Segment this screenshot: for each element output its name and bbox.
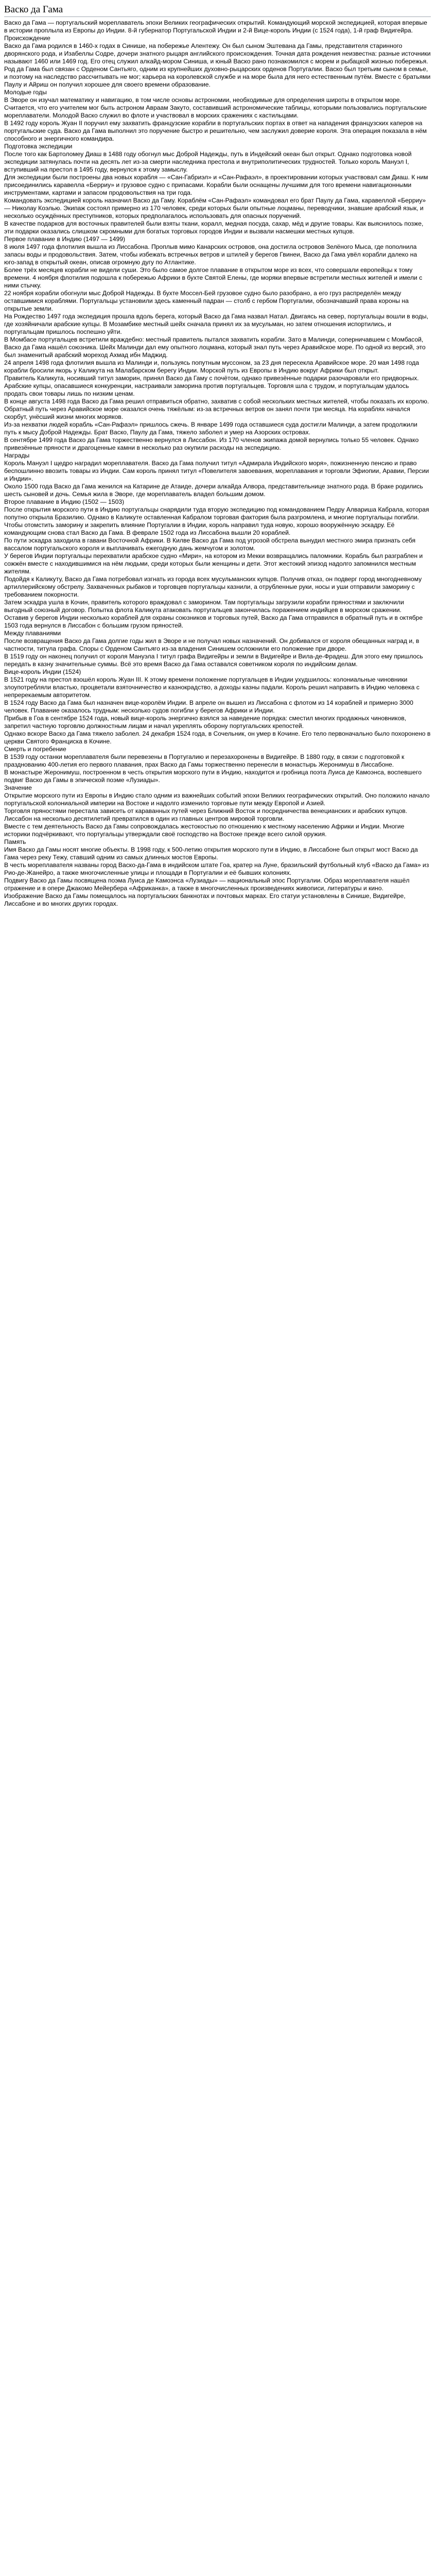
youth-paragraph-1: В Эворе он изучал математику и навигацию, в том числе основы астрономии, необходимые для определения широты в открытом море. Считается, что его учителем мог быть астроном Авраам Закуто, составивший астрономические таблицы, которыми пользовались португальские мореплаватели. Молодой Васко служил во флоте и участвовал в морских сражениях с кастильцами.	[4, 96, 427, 119]
memory-paragraph-2: В честь мореплавателя названы город Васко-да-Гама в индийском штате Гоа, кратер на Луне, бразильский футбольный клуб «Васко да Гама» из Рио-де-Жанейро, а также многочисленные улицы и площади в Португалии и её бывших колониях.	[4, 861, 429, 876]
second-voyage-paragraph-1: После открытия морского пути в Индию португальцы снарядили туда вторую экспедицию под командованием Педру Алвариша Кабрала, которая попутно открыла Бразилию. Однако в Каликуте оставленная Кабралом торговая фактория была разгромлена, и многие португальцы погибли.	[4, 506, 429, 521]
memory-paragraph-1: Имя Васко да Гамы носят многие объекты. В 1998 году, к 500-летию открытия морского пути в Индию, в Лиссабоне был открыт мост Васко да Гама через реку Тежу, ставший одним из самых длинных мостов Европы.	[4, 846, 418, 861]
burial-paragraph-1: В 1539 году останки мореплавателя были перевезены в Португалию и перезахоронены в Видигейре. В 1880 году, в связи с подготовкой к празднованию 400-летия его первого плавания, прах Васко да Гамы торжественно перенесли в монастырь Жеронимуш в Лиссабоне.	[4, 753, 405, 768]
section-heading: Смерть и погребение	[4, 745, 66, 753]
between-paragraph-2: В 1519 году он наконец получил от короля Мануэла I титул графа Видигейры и земли в Видигейре и Вила-де-Фрадеш. Для этого ему пришлось передать в казну значительные суммы. Всё это время Васко да Гама оставался советником короля по индийским делам.	[4, 653, 423, 668]
section-heading: Молодые годы	[4, 89, 47, 96]
section-heading: Подготовка экспедиции	[4, 143, 73, 150]
section-heading: Награды	[4, 452, 30, 459]
prep-paragraph-3: Командовать экспедицией король назначил Васко да Гаму. Кораблём «Сан-Рафаэл» командовал его брат Паулу да Гама, каравеллой «Берриу» — Николау Коэлью. Экипаж состоял примерно из 170 человек, среди которых были опытные лоцманы, переводчики, знавшие арабский язык, и несколько осуждённых преступников, которых предполагалось использовать для опасных поручений.	[4, 197, 426, 219]
youth-paragraph-2: В 1492 году король Жуан II поручил ему захватить французские корабли в португальских портах в ответ на нападения французских каперов на португальские суда. Васко да Гама выполнил это поручение быстро и решительно, чем заслужил доверие короля. Эта операция показала в нём способного и энергичного командира.	[4, 120, 427, 142]
section-heading: Второе плавание в Индию (1502 — 1503)	[4, 498, 125, 505]
origin-paragraph-2: Род да Гама был связан с Орденом Сантьяго, одним из крупнейших духовно-рыцарских орденов Португалии. Васко был третьим сыном в семье, и поэтому на наследство рассчитывать не мог; карьера на королевской службе и на море была для него естественным путём. Вместе с братьями Паулу и Айриш он получил хорошее для своего времени образование.	[4, 65, 431, 88]
section-heading: Между плаваниями	[4, 630, 61, 637]
section-heading: Первое плавание в Индию (1497 — 1499)	[4, 235, 126, 243]
intro-paragraph-1: Васко да Гама — португальский мореплаватель эпохи Великих географических открытий. Командующий морской экспедицией, которая впервые в истории проплыла из Европы до Индии. 8-й губернатор Португальской Индии и 2-й Вице-король Индии (с 1524 года), 1-й граф Видигейра.	[4, 19, 427, 34]
first-voyage-paragraph-2: Более трёх месяцев корабли не видели суши. Это было самое долгое плавание в открытом море из всех, что совершали европейцы к тому времени. 4 ноября флотилия подошла к побережью Африки в бухте Святой Елены, где моряки впервые встретили местных жителей и имели с ними стычку.	[4, 266, 423, 289]
first-voyage-paragraph-1: 8 июля 1497 года флотилия вышла из Лиссабона. Проплыв мимо Канарских островов, она достигла островов Зелёного Мыса, где пополнила запасы воды и продовольствия. Затем, чтобы избежать встречных ветров и штилей у берегов Гвинеи, Васко да Гама увёл корабли далеко на юго-запад в открытый океан, описав огромную дугу по Атлантике.	[4, 243, 417, 266]
burial-paragraph-2: В монастыре Жеронимуш, построенном в честь открытия морского пути в Индию, находится и гробница поэта Луиса де Камоэнса, воспевшего подвиг Васко да Гамы в эпической поэме «Лузиады».	[4, 769, 422, 784]
honours-paragraph-2: Около 1500 года Васко да Гама женился на Катарине де Атаиде, дочери алкайда Алвора, представительнице знатного рода. В браке родились шесть сыновей и дочь. Семья жила в Эворе, где мореплаватель владел большим домом.	[4, 483, 423, 498]
prep-paragraph-2: Для экспедиции были построены два новых корабля — «Сан-Габриэл» и «Сан-Рафаэл», в проектировании которых участвовал сам Диаш. К ним присоединились каравелла «Берриу» и грузовое судно с припасами. Корабли были оснащены лучшими для того времени навигационными инструментами, картами и запасом продовольствия на три года.	[4, 174, 428, 196]
first-voyage-paragraph-6: 24 апреля 1498 года флотилия вышла из Малинди и, пользуясь попутным муссоном, за 23 дня пересекла Аравийское море. 20 мая 1498 года корабли бросили якорь у Каликута на Малабарском берегу Индии. Морской путь из Европы в Индию вокруг Африки был открыт.	[4, 359, 419, 374]
second-voyage-paragraph-4: У берегов Индии португальцы перехватили арабское судно «Мири», на котором из Мекки возвращались паломники. Корабль был разграблен и сожжён вместе с находившимися на нём людьми, среди которых были женщины и дети. Этот жестокий эпизод надолго запомнился местным жителям.	[4, 552, 423, 575]
legacy-paragraph-2: Торговля пряностями перестала зависеть от караванных путей через Ближний Восток и посредничества венецианских и арабских купцов. Лиссабон на несколько десятилетий превратился в один из главных центров мировой торговли.	[4, 807, 408, 822]
second-voyage-paragraph-2: Чтобы отомстить заморину и закрепить влияние Португалии в Индии, король направил туда новую, хорошо вооружённую эскадру. Её командующим снова стал Васко да Гама. В феврале 1502 года из Лиссабона вышли 20 кораблей.	[4, 521, 395, 536]
first-voyage-paragraph-3: 22 ноября корабли обогнули мыс Доброй Надежды. В бухте Моссел-Бей грузовое судно было разобрано, а его груз распределён между оставшимися кораблями. Португальцы установили здесь каменный падран — столб с гербом Португалии, обозначавший права короны на открытые земли.	[4, 290, 409, 312]
legacy-paragraph-1: Открытие морского пути из Европы в Индию стало одним из важнейших событий эпохи Великих географических открытий. Оно положило начало португальской колониальной империи на Востоке и надолго изменило торговые пути между Европой и Азией.	[4, 792, 430, 807]
second-voyage-paragraph-3: По пути эскадра заходила в гавани Восточной Африки. В Килве Васко да Гама под угрозой обстрела вынудил местного эмира признать себя вассалом португальского короля и выплачивать ежегодную дань жемчугом и золотом.	[4, 537, 416, 552]
second-voyage-paragraph-6: Затем эскадра ушла в Кочин, правитель которого враждовал с заморином. Там португальцы загрузили корабли пряностями и заключили выгодный союзный договор. Попытка флота Каликута атаковать португальцев закончилась поражением индийцев в морском сражении.	[4, 599, 404, 614]
legacy-paragraph-3: Вместе с тем деятельность Васко да Гамы сопровождалась жестокостью по отношению к местному населению Африки и Индии. Многие историки подчёркивают, что португальцы утверждали своё господство на Востоке прежде всего силой оружия.	[4, 823, 405, 838]
viceroy-paragraph-1: В 1521 году на престол взошёл король Жуан III. К этому времени положение португальцев в Индии ухудшилось: колониальные чиновники злоупотребляли властью, процветали взяточничество и казнокрадство, а доходы казны падали. Король решил направить в Индию человека с непререкаемым авторитетом.	[4, 676, 420, 699]
memory-paragraph-3: Подвигу Васко да Гамы посвящена поэма Луиса де Камоэнса «Лузиады» — национальный эпос Португалии. Образ мореплавателя нашёл отражение и в опере Джакомо Мейербера «Африканка», а также в многочисленных произведениях живописи, литературы и кино.	[4, 877, 410, 892]
section-heading: Вице-король Индии (1524)	[4, 668, 81, 675]
first-voyage-paragraph-7: Правитель Каликута, носивший титул заморин, принял Васко да Гаму с почётом, однако привезённые подарки разочаровали его придворных. Арабские купцы, опасавшиеся конкуренции, настраивали заморина против португальцев. Торговля шла с трудом, и португальцам удалось продать свои товары лишь по низким ценам.	[4, 375, 419, 397]
second-voyage-paragraph-5: Подойдя к Каликуту, Васко да Гама потребовал изгнать из города всех мусульманских купцов. Получив отказ, он подверг город многодневному артиллерийскому обстрелу. Захваченных рыбаков и торговцев португальцы казнили, а отрубленные руки, носы и уши отправили заморину с требованием покорности.	[4, 575, 422, 598]
first-voyage-paragraph-4: На Рождество 1497 года экспедиция прошла вдоль берега, который Васко да Гама назвал Натал. Двигаясь на север, португальцы вошли в воды, где хозяйничали арабские купцы. В Мозамбике местный шейх сначала принял их за мусульман, но затем отношения испортились, и португальцам пришлось поспешно уйти.	[4, 313, 429, 335]
viceroy-paragraph-4: Однако вскоре Васко да Гама тяжело заболел. 24 декабря 1524 года, в Сочельник, он умер в Кочине. Его тело первоначально было похоронено в церкви Святого Франциска в Кочине.	[4, 730, 431, 745]
first-voyage-paragraph-8: В конце августа 1498 года Васко да Гама решил отправиться обратно, захватив с собой нескольких местных жителей, чтобы показать их королю. Обратный путь через Аравийское море оказался очень тяжёлым: из-за встречных ветров он занял почти три месяца. На кораблях начался скорбут, унёсший жизни многих моряков.	[4, 398, 429, 420]
prep-paragraph-1: После того как Бартоломеу Диаш в 1488 году обогнул мыс Доброй Надежды, путь в Индейский океан был открыт. Однако подготовка новой экспедиции затянулась почти на десять лет из-за смерти наследника престола и внутриполитических трудностей. Только король Мануэл I, вступивший на престол в 1495 году, вернулся к этому замыслу.	[4, 150, 412, 173]
viceroy-paragraph-2: В 1524 году Васко да Гама был назначен вице-королём Индии. В апреле он вышел из Лиссабона с флотом из 14 кораблей и примерно 3000 человек. Плавание оказалось трудным: несколько судов погибли у берегов Африки и Индии.	[4, 699, 413, 714]
memory-paragraph-4: Изображение Васко да Гамы помещалось на португальских банкнотах и почтовых марках. Его статуи установлены в Синише, Видигейре, Лиссабоне и во многих других городах.	[4, 892, 406, 907]
section-heading: Происхождение	[4, 35, 50, 42]
second-voyage-paragraph-7: Оставив у берегов Индии несколько кораблей для охраны союзников и торговых путей, Васко да Гама отправился в обратный путь и в октябре 1503 года вернулся в Лиссабон с большим грузом пряностей.	[4, 614, 423, 629]
first-voyage-paragraph-9: Из-за нехватки людей корабль «Сан-Рафаэл» пришлось сжечь. В январе 1499 года оставшиеся суда достигли Малинди, а затем продолжили путь к мысу Доброй Надежды. Брат Васко, Паулу да Гама, тяжело заболел и умер на Азорских островах.	[4, 421, 417, 436]
first-voyage-paragraph-5: В Момбасе португальцев встретили враждебно: местный правитель пытался захватить корабли. Зато в Малинди, соперничавшем с Момбасой, Васко да Гама нашёл союзника. Шейх Малинди дал ему опытного лоцмана, который знал путь через Аравийское море. По одной из версий, это был знаменитый арабский мореход Ахмад ибн Маджид.	[4, 336, 426, 359]
viceroy-paragraph-3: Прибыв в Гоа в сентябре 1524 года, новый вице-король энергично взялся за наведение порядка: сместил многих продажных чиновников, запретил частную торговлю должностным лицам и начал укреплять оборону португальских крепостей.	[4, 715, 407, 730]
section-heading: Значение	[4, 784, 32, 791]
page-title: Васко да Гама	[4, 4, 431, 17]
origin-paragraph-1: Васко да Гама родился в 1460-х годах в Синише, на побережье Алентежу. Он был сыном Эштевана да Гамы, представителя старинного дворянского рода, и Изабеллы Содре, дочери знатного рыцаря английского происхождения. Точная дата рождения неизвестна: разные источники называют 1460 или 1469 год. Его отец служил алкайд-мором Синиша, и юный Васко рано познакомился с морем и рыбацкой жизнью побережья.	[4, 42, 431, 65]
prep-paragraph-4: В качестве подарков для восточных правителей были взяты ткани, коралл, медная посуда, сахар, мёд и другие товары. Как выяснилось позже, эти подарки оказались слишком скромными для богатых торговых городов Индии и вызвали насмешки местных купцов.	[4, 220, 424, 235]
first-voyage-paragraph-10: В сентябре 1499 года Васко да Гама торжественно вернулся в Лиссабон. Из 170 членов экипажа домой вернулись только 55 человек. Однако привезённые пряности и драгоценные камни в несколько раз окупили расходы на экспедицию.	[4, 436, 419, 451]
between-paragraph-1: После возвращения Васко да Гама долгие годы жил в Эворе и не получал новых назначений. Он добивался от короля обещанных наград и, в частности, титула графа. Споры с Орденом Сантьяго из-за владения Синишем осложнили его положение при дворе.	[4, 637, 420, 652]
section-heading: Память	[4, 838, 26, 845]
article-body	[4, 19, 431, 908]
honours-paragraph-1: Король Мануэл I щедро наградил мореплавателя. Васко да Гама получил титул «Адмирала Индийского моря», пожизненную пенсию и право беспошлинно ввозить товары из Индии. Сам король принял титул «Повелителя завоевания, мореплавания и торговли Эфиопии, Аравии, Персии и Индии».	[4, 460, 429, 482]
